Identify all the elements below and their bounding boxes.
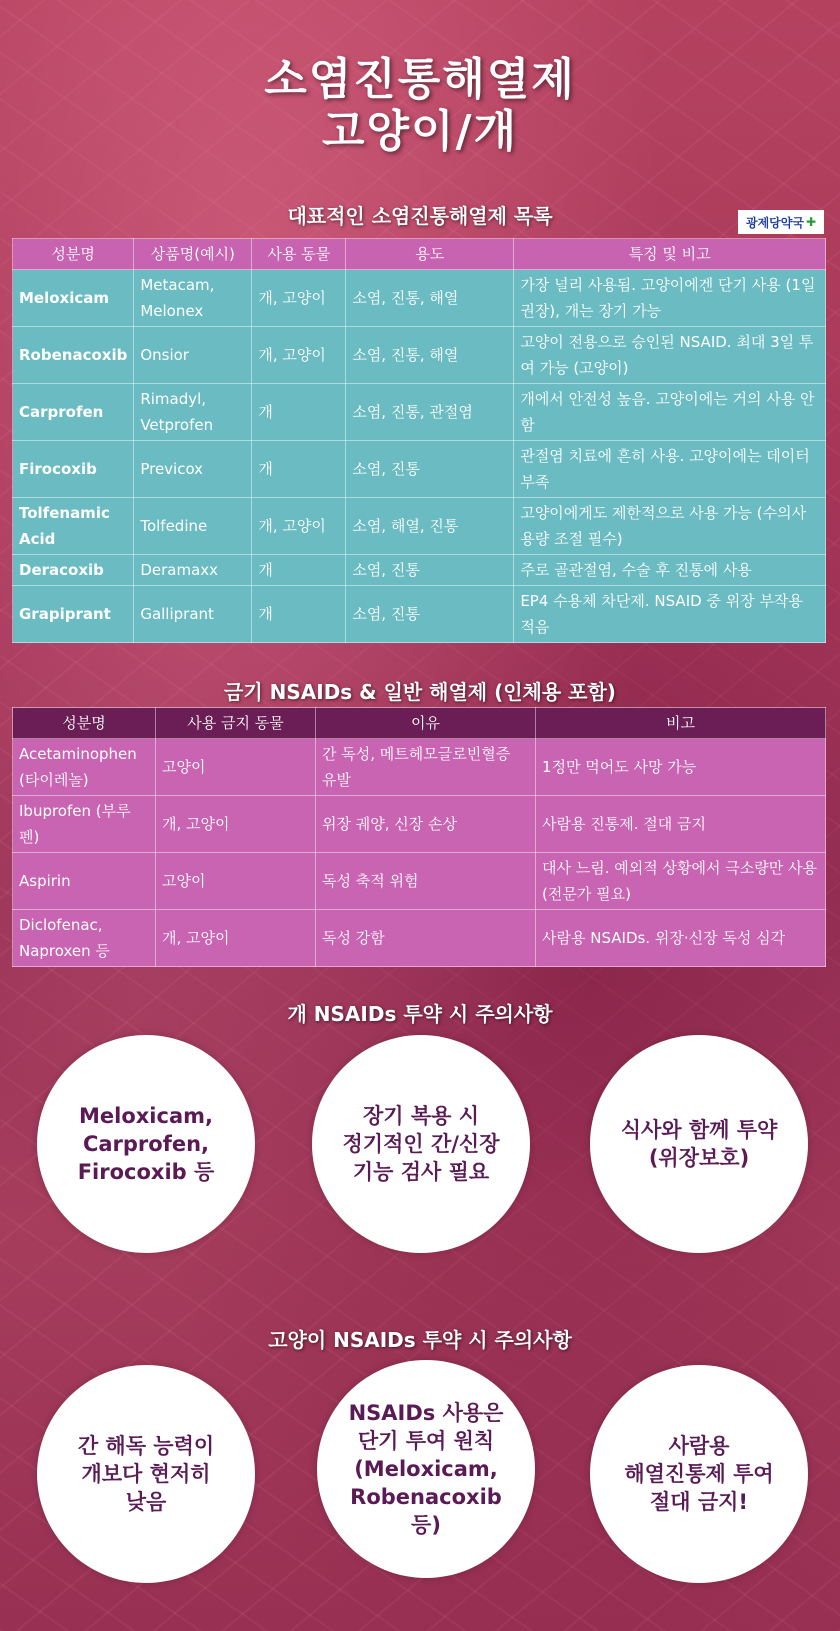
table-cell: Onsior — [134, 327, 252, 384]
table-cell: 독성 강함 — [316, 910, 536, 967]
plus-cross-icon: ✚ — [805, 215, 817, 229]
cat-caution-circle-3: 사람용 해열진통제 투여 절대 금지! — [590, 1365, 808, 1583]
table-cell: 고양이에게도 제한적으로 사용 가능 (수의사 용량 조절 필수) — [514, 498, 826, 555]
table-cell: 개에서 안전성 높음. 고양이에는 거의 사용 안 함 — [514, 384, 826, 441]
table-cell: 주로 골관절염, 수술 후 진통에 사용 — [514, 555, 826, 586]
table-cell: 개, 고양이 — [252, 498, 346, 555]
table-cell: 고양이 — [156, 853, 316, 910]
table-cell: 개, 고양이 — [252, 327, 346, 384]
table-cell: 1정만 먹어도 사망 가능 — [536, 739, 826, 796]
table-row — [13, 498, 826, 555]
table-row — [13, 853, 826, 910]
section4-heading: 고양이 NSAIDs 투약 시 주의사항 — [268, 1328, 572, 1352]
table-cell: 고양이 전용으로 승인된 NSAID. 최대 3일 투여 가능 (고양이) — [514, 327, 826, 384]
column-header: 성분명 — [13, 239, 134, 270]
table-cell: 소염, 진통 — [346, 586, 514, 643]
column-header: 상품명(예시) — [134, 239, 252, 270]
contraindicated-table — [12, 707, 826, 967]
table-cell: 사람용 NSAIDs. 위장·신장 독성 심각 — [536, 910, 826, 967]
table-cell: 개 — [252, 555, 346, 586]
table-row — [13, 586, 826, 643]
table-row — [13, 327, 826, 384]
table-cell: Aspirin — [13, 853, 156, 910]
dog-caution-circle-2: 장기 복용 시 정기적인 간/신장 기능 검사 필요 — [312, 1035, 530, 1253]
column-header: 비고 — [536, 708, 826, 739]
pharmacy-logo — [738, 210, 824, 234]
table-cell: Previcox — [134, 441, 252, 498]
title-line-1: 소염진통해열제 — [264, 54, 576, 105]
table-cell: 소염, 해열, 진통 — [346, 498, 514, 555]
table-cell: Deramaxx — [134, 555, 252, 586]
column-header: 용도 — [346, 239, 514, 270]
dog-caution-circle-1: Meloxicam, Carprofen, Firocoxib 등 — [37, 1035, 255, 1253]
table-cell: 간 독성, 메트헤모글로빈혈증 유발 — [316, 739, 536, 796]
column-header: 이유 — [316, 708, 536, 739]
table-cell: 개 — [252, 441, 346, 498]
table-cell: Robenacoxib — [13, 327, 134, 384]
column-header: 사용 금지 동물 — [156, 708, 316, 739]
table-cell: 개, 고양이 — [252, 270, 346, 327]
table-cell: Deracoxib — [13, 555, 134, 586]
section1-heading: 대표적인 소염진통해열제 목록 — [287, 204, 553, 228]
table-cell: Acetaminophen (타이레놀) — [13, 739, 156, 796]
column-header: 성분명 — [13, 708, 156, 739]
nsaid-list-table — [12, 238, 826, 643]
table-cell: Rimadyl, Vetprofen — [134, 384, 252, 441]
table-cell: 소염, 진통 — [346, 555, 514, 586]
table-cell: Grapiprant — [13, 586, 134, 643]
table-cell: 위장 궤양, 신장 손상 — [316, 796, 536, 853]
table-row — [13, 739, 826, 796]
table-cell: EP4 수용체 차단제. NSAID 중 위장 부작용 적음 — [514, 586, 826, 643]
table-cell: 대사 느림. 예외적 상황에서 극소량만 사용 (전문가 필요) — [536, 853, 826, 910]
table-cell: Carprofen — [13, 384, 134, 441]
table-row — [13, 555, 826, 586]
table-cell: 소염, 진통, 해열 — [346, 327, 514, 384]
column-header: 사용 동물 — [252, 239, 346, 270]
table-cell: 사람용 진통제. 절대 금지 — [536, 796, 826, 853]
table-cell: Metacam, Melonex — [134, 270, 252, 327]
table-cell: 개, 고양이 — [156, 910, 316, 967]
table-cell: 개 — [252, 586, 346, 643]
table-row — [13, 384, 826, 441]
table-cell: 가장 널리 사용됨. 고양이에겐 단기 사용 (1일 권장), 개는 장기 가능 — [514, 270, 826, 327]
table-cell: Tolfenamic Acid — [13, 498, 134, 555]
table-cell: 개 — [252, 384, 346, 441]
table-cell: 독성 축적 위험 — [316, 853, 536, 910]
dog-caution-circle-3: 식사와 함께 투약 (위장보호) — [590, 1035, 808, 1253]
title-line-2: 고양이/개 — [321, 106, 519, 157]
table-cell: Galliprant — [134, 586, 252, 643]
cat-caution-circle-1: 간 해독 능력이 개보다 현저히 낮음 — [37, 1365, 255, 1583]
table-cell: 고양이 — [156, 739, 316, 796]
table-row — [13, 910, 826, 967]
section2-heading: 금기 NSAIDs & 일반 해열제 (인체용 포함) — [224, 680, 616, 704]
table-cell: Firocoxib — [13, 441, 134, 498]
table-cell: 소염, 진통, 관절염 — [346, 384, 514, 441]
cat-caution-circle-2: NSAIDs 사용은 단기 투여 원칙 (Meloxicam, Robenacoxib 등) — [317, 1360, 535, 1578]
table-cell: Diclofenac, Naproxen 등 — [13, 910, 156, 967]
table-cell: Meloxicam — [13, 270, 134, 327]
table-cell: Ibuprofen (부루펜) — [13, 796, 156, 853]
table-row — [13, 270, 826, 327]
table-cell: 소염, 진통 — [346, 441, 514, 498]
table-cell: 관절염 치료에 흔히 사용. 고양이에는 데이터 부족 — [514, 441, 826, 498]
logo-text: 광제당약국 — [745, 215, 804, 230]
table-cell: Tolfedine — [134, 498, 252, 555]
table-row — [13, 441, 826, 498]
table-cell: 소염, 진통, 해열 — [346, 270, 514, 327]
column-header: 특징 및 비고 — [514, 239, 826, 270]
table-row — [13, 796, 826, 853]
section3-heading: 개 NSAIDs 투약 시 주의사항 — [287, 1002, 553, 1026]
table-cell: 개, 고양이 — [156, 796, 316, 853]
